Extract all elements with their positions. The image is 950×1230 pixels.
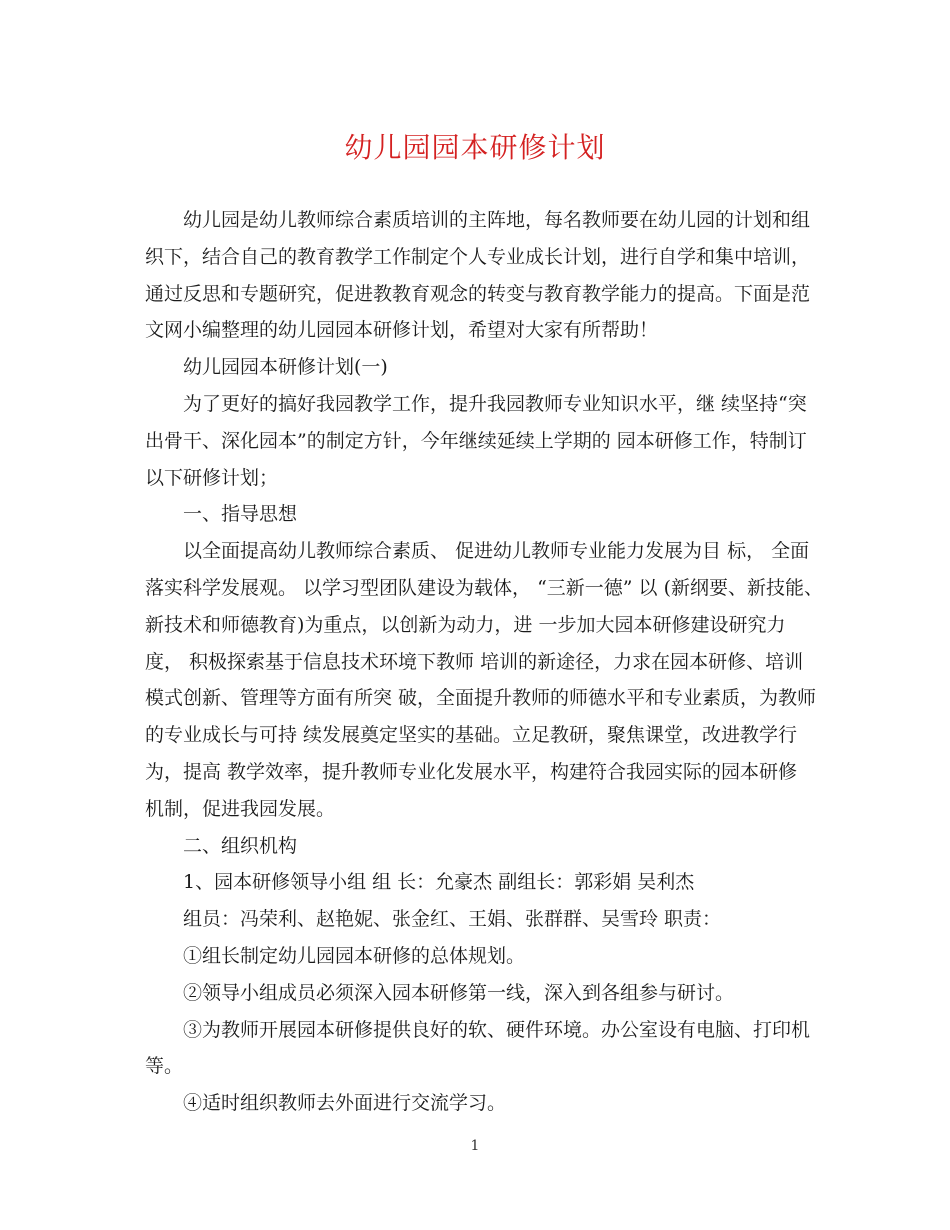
text-line: 落实科学发展观。 以学习型团队建设为载体， “三新一德” 以 (新纲要、新技能、 xyxy=(145,576,823,599)
text-line: 幼儿园是幼儿教师综合素质培训的主阵地，每名教师要在幼儿园的计划和组 xyxy=(183,209,811,231)
paragraph-leadership-group xyxy=(145,864,807,901)
paragraph-guiding-thought xyxy=(145,533,823,827)
text-line: 度， 积极探索基于信息技术环境下教师 培训的新途径，力求在园本研修、培训 xyxy=(145,650,804,673)
text-line: 为了更好的搞好我园教学工作，提升我园教师专业知识水平，继 续坚持“突 xyxy=(183,392,807,415)
paragraph-members xyxy=(145,901,807,938)
text-line: ④适时组织教师去外面进行交流学习。 xyxy=(183,1092,507,1115)
document-title: 幼儿园园本研修计划 xyxy=(344,131,606,164)
text-line: 等。 xyxy=(145,1055,184,1078)
section-heading-guiding-thought xyxy=(145,496,807,533)
text-line: 1、园本研修领导小组 组 长：允豪杰 副组长：郭彩娟 吴利杰 xyxy=(183,871,695,894)
paragraph-intro xyxy=(145,202,811,349)
list-item-duty-3 xyxy=(145,1012,811,1086)
text-line: 组员：冯荣利、赵艳妮、张金红、王娟、张群群、吴雪玲 职责： xyxy=(183,908,722,931)
list-item-duty-2 xyxy=(145,975,807,1012)
section-heading-plan-one xyxy=(145,349,807,386)
text-line: 以下研修计划； xyxy=(145,466,279,489)
section-heading-organization xyxy=(145,828,807,865)
text-line: 出骨干、深化园本”的制定方针，今年继续延续上学期的 园本研修工作，特制订 xyxy=(145,429,807,452)
text-line: ③为教师开展园本研修提供良好的软、硬件环境。办公室设有电脑、打印机 xyxy=(183,1018,811,1041)
paragraph-purpose xyxy=(145,386,807,496)
list-item-duty-1 xyxy=(145,938,807,975)
text-line: 的专业成长与可持 续发展奠定坚实的基础。立足教研，聚焦课堂，改进教学行 xyxy=(145,724,798,747)
text-line: 幼儿园园本研修计划(一) xyxy=(183,356,388,379)
text-line: 为，提高 教学效率，提升教师专业化发展水平，构建符合我园实际的园本研修 xyxy=(145,760,798,783)
text-line: 机制，促进我园发展。 xyxy=(145,797,336,820)
text-line: 模式创新、管理等方面有所突 破，全面提升教师的师德水平和专业素质，为教师 xyxy=(145,687,817,710)
text-line: ②领导小组成员必须深入园本研修第一线，深入到各组参与研讨。 xyxy=(183,981,735,1004)
text-line: 文网小编整理的幼儿园园本研修计划，希望对大家有所帮助！ xyxy=(145,319,659,342)
text-line: ①组长制定幼儿园园本研修的总体规划。 xyxy=(183,944,526,967)
text-line: 织下，结合自己的教育教学工作制定个人专业成长计划，进行自学和集中培训， xyxy=(145,245,811,268)
text-line: 一、指导思想 xyxy=(183,503,298,526)
list-item-duty-4 xyxy=(145,1085,807,1122)
document-body xyxy=(145,202,823,1122)
text-line: 以全面提高幼儿教师综合素质、 促进幼儿教师专业能力发展为目 标， 全面 xyxy=(183,540,810,563)
page-number: 1 xyxy=(470,1138,480,1154)
text-line: 新技术和师德教育)为重点，以创新为动力，进 一步加大园本研修建设研究力 xyxy=(145,613,786,636)
text-line: 通过反思和专题研究，促进教教育观念的转变与教育教学能力的提高。下面是范 xyxy=(145,282,811,305)
text-line: 二、组织机构 xyxy=(183,834,298,857)
